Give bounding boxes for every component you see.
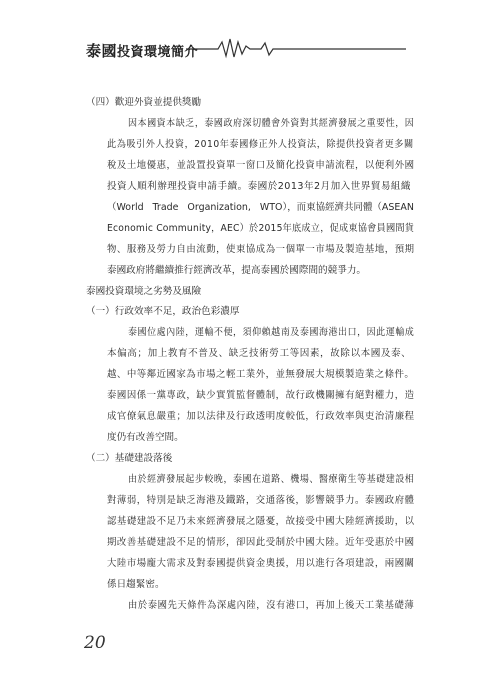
paragraph-line: 泰國因係一黨專政，缺少實質監督體制，故行政機關擁有絕對權力，造	[107, 390, 415, 401]
paragraph-line: 度仍有改善空間。	[107, 432, 184, 443]
section-heading: 泰國投資環境之劣勢及風險	[86, 286, 202, 297]
paragraph-line: 因本國資本缺乏，泰國政府深切體會外資對其經濟發展之重要性，因	[128, 118, 415, 129]
paragraph-line: 成官僚氣息嚴重；加以法律及行政透明度較低，行政效率與吏治清廉程	[107, 411, 415, 422]
paragraph-line: 由於經濟發展起步較晚，泰國在道路、機場、醫療衛生等基礎建設相	[128, 474, 415, 485]
paragraph-line: 大陸市場龐大需求及對泰國提供資金奧援，用以進行各項建設，兩國關	[107, 558, 415, 569]
paragraph-line: 越、中等鄰近國家為市場之輕工業外，並無發展大規模製造業之條件。	[107, 369, 415, 380]
heading-4: （四）歡迎外資並提供獎勵	[86, 97, 202, 108]
paragraph-line: （World Trade Organization, WTO），而東協經濟共同體（ASEAN	[107, 202, 414, 213]
paragraph-line: 物、服務及勞力自由流動，使東協成為一個單一市場及製造基地，預期	[107, 244, 415, 255]
paragraph-line: 由於泰國先天條件為深處內陸，沒有港口，再加上後天工業基礎薄	[128, 600, 415, 611]
paragraph-line: 係日趨緊密。	[107, 579, 165, 590]
paragraph-line: 對薄弱，特別是缺乏海港及鐵路，交通落後，影響競爭力。泰國政府體	[107, 495, 415, 506]
header-title-subtitle: 投資環境簡介	[117, 45, 199, 60]
heading-2: （二）基礎建設落後	[86, 453, 173, 464]
heading-1: （一）行政效率不足，政治色彩濃厚	[86, 306, 240, 317]
paragraph-line: 泰國政府將繼續推行經濟改革，提高泰國於國際間的競爭力。	[107, 265, 367, 276]
paragraph-line: 稅及土地優惠，並設置投資單一窗口及簡化投資申請流程，以便利外國	[107, 160, 415, 171]
page-number: 20	[84, 633, 106, 653]
running-header	[86, 32, 406, 64]
paragraph-line: 泰國位處內陸，運輸不便，須仰賴越南及泰國海港出口，因此運輸成	[128, 327, 415, 338]
paragraph-line: 投資人順利辦理投資申請手續。泰國於2013年2月加入世界貿易組織	[107, 181, 411, 192]
header-title-country: 泰國	[86, 42, 118, 60]
paragraph-line: 認基礎建設不足乃未來經濟發展之隱憂，故接受中國大陸經濟援助，以	[107, 516, 415, 527]
paragraph-line: 本偏高；加上教育不普及、缺乏技術勞工等因素，故除以本國及泰、	[107, 348, 412, 359]
header-pulse-line	[86, 32, 406, 64]
paragraph-line: Economic Community，AEC）於2015年底成立，促成東協會員國間貨	[107, 223, 415, 234]
paragraph-line: 期改善基礎建設不足的情形，卻因此受制於中國大陸。近年受惠於中國	[107, 537, 415, 548]
paragraph-line: 此為吸引外人投資，2010年泰國修正外人投資法，除提供投資者更多關	[107, 139, 414, 150]
